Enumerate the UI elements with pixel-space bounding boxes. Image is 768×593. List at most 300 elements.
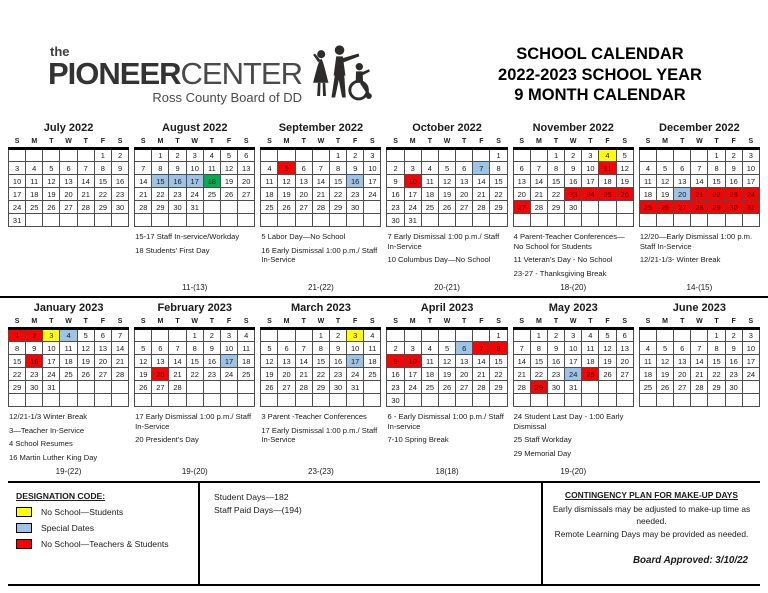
day-cell: 24: [43, 368, 60, 381]
header: [0, 0, 768, 118]
day-cell: 13: [674, 355, 691, 368]
day-of-week-header: M: [152, 137, 169, 149]
day-of-week-header: T: [329, 137, 346, 149]
day-cell: 7: [473, 342, 490, 355]
empty-cell: [742, 381, 759, 394]
day-cell: 1: [530, 329, 547, 342]
day-cell: 22: [490, 368, 507, 381]
empty-cell: [691, 214, 708, 227]
day-cell: 6: [60, 162, 77, 175]
empty-cell: [674, 214, 691, 227]
empty-cell: [220, 394, 237, 407]
month-title: March 2023: [290, 302, 351, 314]
day-of-week-header: T: [295, 317, 312, 329]
day-cell: 23: [387, 201, 404, 214]
day-cell: 9: [387, 175, 404, 188]
empty-cell: [725, 214, 742, 227]
day-cell: 17: [404, 368, 421, 381]
calendar-row-jan-jun: [0, 298, 768, 481]
day-of-week-header: F: [473, 137, 490, 149]
day-of-week-header: S: [135, 137, 152, 149]
day-cell: 25: [421, 201, 438, 214]
day-cell: 5: [616, 149, 633, 162]
day-cell: 5: [43, 162, 60, 175]
day-cell: 29: [152, 201, 169, 214]
day-cell: 23: [387, 381, 404, 394]
legend-item: [16, 539, 194, 549]
day-cell: 27: [94, 368, 111, 381]
empty-cell: [111, 214, 128, 227]
day-cell: 7: [169, 342, 186, 355]
empty-cell: [295, 214, 312, 227]
calendar-grid: [134, 317, 255, 407]
day-of-week-header: T: [43, 137, 60, 149]
day-cell: 17: [43, 355, 60, 368]
day-cell: 15: [312, 355, 329, 368]
day-cell: 20: [295, 188, 312, 201]
day-cell: 30: [387, 394, 404, 407]
day-cell: 19: [599, 355, 616, 368]
empty-cell: [60, 214, 77, 227]
day-cell: 16: [725, 355, 742, 368]
day-of-week-header: W: [438, 137, 455, 149]
day-cell: 31: [9, 214, 26, 227]
day-cell: 12: [77, 342, 94, 355]
month-title: January 2023: [33, 302, 104, 314]
day-cell: 19: [77, 355, 94, 368]
empty-cell: [456, 394, 473, 407]
logo-pioneer: PIONEER: [48, 56, 181, 91]
legend-item: [16, 523, 194, 533]
day-cell: 14: [513, 355, 530, 368]
empty-cell: [691, 329, 708, 342]
day-cell: 29: [312, 381, 329, 394]
day-cell: 28: [530, 201, 547, 214]
day-cell: 3: [404, 342, 421, 355]
day-cell: 21: [312, 188, 329, 201]
day-totals-section: [198, 483, 543, 584]
day-of-week-header: W: [691, 137, 708, 149]
day-cell: 12: [656, 175, 673, 188]
day-cell: 4: [60, 329, 77, 342]
day-cell: 11: [238, 342, 255, 355]
day-of-week-header: T: [674, 317, 691, 329]
day-cell: 25: [203, 188, 220, 201]
day-cell: 1: [186, 329, 203, 342]
day-cell: 21: [111, 355, 128, 368]
contingency-plan-title: CONTINGENCY PLAN FOR MAKE-UP DAYS: [565, 490, 738, 500]
day-cell: 10: [404, 355, 421, 368]
calendar-grid: [639, 317, 760, 407]
day-cell: 18: [639, 368, 656, 381]
day-cell: 10: [186, 162, 203, 175]
day-cell: 15: [708, 355, 725, 368]
empty-cell: [26, 149, 43, 162]
day-cell: 13: [94, 342, 111, 355]
day-cell: 2: [387, 162, 404, 175]
note-line: 7-10 Spring Break: [387, 435, 449, 445]
day-cell: 11: [599, 162, 616, 175]
empty-cell: [565, 394, 582, 407]
day-cell: 23: [111, 188, 128, 201]
logo-subtitle: Ross County Board of DD: [152, 90, 302, 105]
day-of-week-header: F: [94, 317, 111, 329]
empty-cell: [135, 329, 152, 342]
day-cell: 28: [111, 368, 128, 381]
day-cell: 18: [60, 355, 77, 368]
day-cell: 5: [77, 329, 94, 342]
day-cell: 2: [347, 149, 364, 162]
day-of-week-header: T: [674, 137, 691, 149]
day-cell: 17: [404, 188, 421, 201]
day-cell: 2: [26, 329, 43, 342]
empty-cell: [169, 394, 186, 407]
day-cell: 21: [473, 188, 490, 201]
empty-cell: [656, 149, 673, 162]
day-cell: 1: [490, 329, 507, 342]
day-of-week-header: F: [220, 317, 237, 329]
day-of-week-header: M: [404, 137, 421, 149]
empty-cell: [438, 149, 455, 162]
note-line: 5 Labor Day—No School: [261, 232, 346, 241]
day-of-week-header: S: [135, 317, 152, 329]
empty-cell: [347, 394, 364, 407]
empty-cell: [708, 214, 725, 227]
day-of-week-header: S: [639, 317, 656, 329]
day-cell: 10: [742, 342, 759, 355]
day-cell: 17: [364, 175, 381, 188]
day-cell: 30: [111, 201, 128, 214]
day-cell: 26: [43, 201, 60, 214]
month-day-count: 18-(20): [560, 282, 587, 292]
calendar-grid: [513, 317, 634, 407]
empty-cell: [421, 329, 438, 342]
note-line: 11 Veteran’s Day - No School: [513, 255, 613, 265]
day-cell: 4: [421, 342, 438, 355]
day-cell: 20: [238, 175, 255, 188]
day-of-week-header: T: [547, 137, 564, 149]
day-cell: 22: [530, 368, 547, 381]
day-cell: 22: [547, 188, 564, 201]
day-cell: 11: [60, 342, 77, 355]
empty-cell: [656, 394, 673, 407]
day-cell: 13: [513, 175, 530, 188]
day-cell: 24: [742, 188, 759, 201]
empty-cell: [530, 394, 547, 407]
month-november-2022: [513, 118, 634, 299]
empty-cell: [674, 149, 691, 162]
day-cell: 21: [473, 368, 490, 381]
note-line: 4 School Resumes: [9, 439, 73, 449]
day-cell: 29: [708, 381, 725, 394]
note-line: 3—Teacher In-Service: [9, 425, 85, 435]
day-cell: 4: [639, 162, 656, 175]
designation-code-section: [8, 483, 198, 584]
day-cell: 4: [639, 342, 656, 355]
empty-cell: [186, 394, 203, 407]
day-cell: 30: [725, 201, 742, 214]
day-cell: 12: [656, 355, 673, 368]
day-cell: 25: [238, 368, 255, 381]
day-cell: 25: [582, 368, 599, 381]
day-cell: 8: [490, 342, 507, 355]
day-of-week-header: W: [312, 317, 329, 329]
day-cell: 25: [60, 368, 77, 381]
month-notes: [134, 232, 255, 283]
day-cell: 16: [203, 355, 220, 368]
empty-cell: [582, 394, 599, 407]
day-cell: 3: [742, 329, 759, 342]
day-cell: 9: [203, 342, 220, 355]
day-cell: 13: [295, 175, 312, 188]
staff-paid-days-total: Staff Paid Days—(194): [214, 504, 302, 515]
month-day-count: 23-(23): [308, 466, 334, 476]
day-cell: 7: [312, 162, 329, 175]
footer: [8, 481, 760, 586]
day-cell: 13: [60, 175, 77, 188]
day-cell: 7: [111, 329, 128, 342]
day-of-week-header: F: [347, 137, 364, 149]
empty-cell: [43, 149, 60, 162]
contingency-line-1: Early dismissals may be adjusted to make-up time as needed.: [552, 504, 751, 527]
empty-cell: [547, 214, 564, 227]
empty-cell: [530, 214, 547, 227]
month-september-2022: [260, 118, 381, 299]
empty-cell: [473, 329, 490, 342]
day-cell: 15: [530, 355, 547, 368]
day-of-week-header: T: [43, 317, 60, 329]
day-of-week-header: M: [530, 317, 547, 329]
day-cell: 30: [169, 201, 186, 214]
day-cell: 12: [599, 342, 616, 355]
day-cell: 22: [329, 188, 346, 201]
day-cell: 22: [490, 188, 507, 201]
calendar-grid: [8, 317, 129, 407]
day-cell: 8: [708, 342, 725, 355]
day-of-week-header: M: [152, 317, 169, 329]
empty-cell: [616, 394, 633, 407]
day-cell: 24: [404, 201, 421, 214]
empty-cell: [404, 149, 421, 162]
day-cell: 21: [513, 368, 530, 381]
day-cell: 8: [329, 162, 346, 175]
day-cell: 3: [565, 329, 582, 342]
empty-cell: [261, 394, 278, 407]
day-cell: 27: [238, 188, 255, 201]
month-day-count: 19-(20): [560, 466, 587, 476]
month-notes: [8, 412, 129, 467]
empty-cell: [513, 329, 530, 342]
day-cell: 28: [691, 381, 708, 394]
day-of-week-header: W: [691, 317, 708, 329]
empty-cell: [421, 214, 438, 227]
day-cell: 26: [656, 381, 673, 394]
empty-cell: [203, 394, 220, 407]
day-cell: 5: [220, 149, 237, 162]
day-of-week-header: T: [169, 317, 186, 329]
day-cell: 5: [599, 329, 616, 342]
day-cell: 19: [43, 188, 60, 201]
legend-label: No School—Students: [41, 507, 124, 517]
day-cell: 23: [725, 368, 742, 381]
day-cell: 11: [364, 342, 381, 355]
day-cell: 7: [135, 162, 152, 175]
empty-cell: [456, 214, 473, 227]
day-cell: 16: [565, 175, 582, 188]
month-notes: [260, 412, 381, 467]
day-of-week-header: S: [490, 137, 507, 149]
day-cell: 20: [513, 188, 530, 201]
month-title: December 2022: [659, 122, 740, 134]
empty-cell: [404, 394, 421, 407]
empty-cell: [135, 214, 152, 227]
day-cell: 25: [364, 368, 381, 381]
empty-cell: [347, 214, 364, 227]
day-of-week-header: S: [742, 317, 759, 329]
note-line: 20 President’s Day: [135, 435, 199, 445]
empty-cell: [329, 214, 346, 227]
title-line-3: 9 MONTH CALENDAR: [514, 86, 686, 104]
empty-cell: [656, 214, 673, 227]
empty-cell: [387, 329, 404, 342]
note-line: 23-27 - Thanksgiving Break: [513, 269, 607, 279]
note-line: 29 Memorial Day: [513, 449, 572, 459]
day-of-week-header: T: [547, 317, 564, 329]
empty-cell: [261, 329, 278, 342]
day-cell: 12: [616, 162, 633, 175]
day-cell: 3: [742, 149, 759, 162]
day-of-week-header: S: [111, 317, 128, 329]
day-cell: 20: [278, 368, 295, 381]
day-cell: 15: [490, 355, 507, 368]
day-cell: 29: [490, 201, 507, 214]
day-cell: 24: [582, 188, 599, 201]
empty-cell: [94, 394, 111, 407]
month-title: October 2022: [412, 122, 482, 134]
day-of-week-header: M: [530, 137, 547, 149]
day-of-week-header: T: [582, 317, 599, 329]
logo-center: CENTER: [180, 56, 302, 91]
day-of-week-header: T: [456, 137, 473, 149]
day-cell: 6: [674, 162, 691, 175]
day-of-week-header: M: [404, 317, 421, 329]
month-october-2022: [386, 118, 507, 299]
day-of-week-header: S: [513, 137, 530, 149]
day-cell: 16: [26, 355, 43, 368]
day-cell: 19: [438, 188, 455, 201]
title-line-2: 2022-2023 SCHOOL YEAR: [498, 65, 702, 84]
empty-cell: [656, 329, 673, 342]
day-of-week-header: S: [742, 137, 759, 149]
day-cell: 20: [94, 355, 111, 368]
day-cell: 15: [329, 175, 346, 188]
day-cell: 17: [742, 355, 759, 368]
empty-cell: [639, 394, 656, 407]
day-cell: 22: [94, 188, 111, 201]
day-cell: 13: [238, 162, 255, 175]
day-of-week-header: F: [220, 137, 237, 149]
calendar-grid: [260, 137, 381, 227]
day-cell: 20: [456, 368, 473, 381]
day-cell: 8: [9, 342, 26, 355]
empty-cell: [329, 394, 346, 407]
day-cell: 15: [94, 175, 111, 188]
day-cell: 6: [616, 329, 633, 342]
logo-text: [48, 44, 302, 105]
day-of-week-header: T: [77, 137, 94, 149]
calendar-grid: [386, 317, 507, 407]
day-of-week-header: F: [473, 317, 490, 329]
day-cell: 17: [582, 175, 599, 188]
month-august-2022: [134, 118, 255, 299]
note-line: 7 Early Dismissal 1:00 p.m./ Staff In-Service: [387, 232, 500, 251]
calendar-grid: [260, 317, 381, 407]
day-cell: 5: [278, 162, 295, 175]
day-cell: 8: [530, 342, 547, 355]
empty-cell: [513, 149, 530, 162]
month-title: August 2022: [162, 122, 228, 134]
day-cell: 30: [26, 381, 43, 394]
day-cell: 13: [674, 175, 691, 188]
day-cell: 5: [656, 342, 673, 355]
empty-cell: [387, 149, 404, 162]
day-cell: 26: [656, 201, 673, 214]
day-cell: 26: [278, 201, 295, 214]
day-of-week-header: S: [387, 137, 404, 149]
empty-cell: [60, 381, 77, 394]
contingency-plan-section: [543, 483, 760, 584]
empty-cell: [404, 329, 421, 342]
note-line: 18 Students’ First Day: [135, 245, 210, 255]
day-cell: 23: [26, 368, 43, 381]
day-of-week-header: M: [278, 317, 295, 329]
day-cell: 1: [312, 329, 329, 342]
day-cell: 2: [547, 329, 564, 342]
day-cell: 14: [473, 175, 490, 188]
empty-cell: [278, 149, 295, 162]
note-line: 16 Early Dismissal 1:00 p.m./ Staff In-Service: [261, 245, 378, 265]
day-of-week-header: S: [387, 317, 404, 329]
day-cell: 10: [347, 342, 364, 355]
empty-cell: [421, 394, 438, 407]
day-cell: 18: [639, 188, 656, 201]
empty-cell: [135, 394, 152, 407]
day-cell: 6: [152, 342, 169, 355]
note-line: 17 Early Dismissal 1:00 p.m./ Staff In-Service: [261, 425, 378, 445]
empty-cell: [599, 201, 616, 214]
day-cell: 1: [329, 149, 346, 162]
month-notes: [386, 232, 507, 283]
month-notes: [639, 412, 760, 476]
empty-cell: [77, 149, 94, 162]
day-cell: 9: [347, 162, 364, 175]
day-cell: 20: [674, 368, 691, 381]
empty-cell: [220, 381, 237, 394]
note-line: 3 Parent -Teacher Conferences: [261, 412, 367, 421]
empty-cell: [691, 394, 708, 407]
empty-cell: [77, 214, 94, 227]
day-cell: 31: [565, 381, 582, 394]
day-of-week-header: W: [312, 137, 329, 149]
day-of-week-header: T: [295, 137, 312, 149]
calendar-row-jul-dec: [0, 118, 768, 298]
day-cell: 2: [387, 342, 404, 355]
empty-cell: [513, 394, 530, 407]
empty-cell: [312, 214, 329, 227]
empty-cell: [278, 214, 295, 227]
page-title: [492, 44, 708, 106]
day-cell: 7: [691, 162, 708, 175]
